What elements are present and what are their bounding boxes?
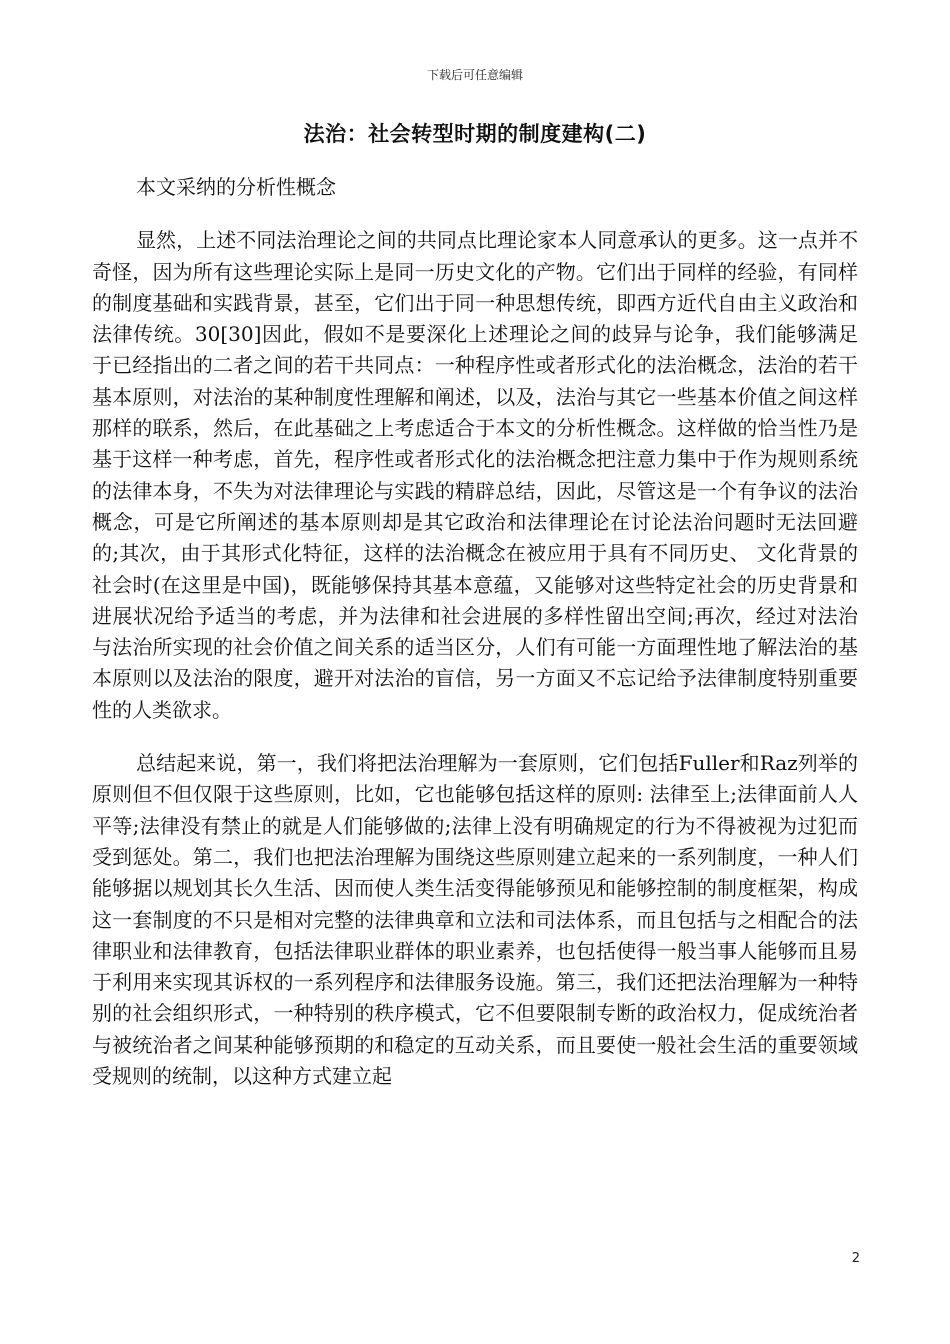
section-subheading: 本文采纳的分析性概念 bbox=[136, 175, 336, 199]
document-title: 法治：社会转型时期的制度建构(二) bbox=[303, 122, 647, 146]
document-body bbox=[92, 172, 858, 1114]
header-note: 下载后可任意编辑 bbox=[426, 68, 523, 82]
paragraph-1: 显然，上述不同法治理论之间的共同点比理论家本人同意承认的更多。这一点并不奇怪，因为所有这些理论实际上是同一历史文化的产物。它们出于同样的经验，有同样的制度基础和实践背景，甚至，它们出于同一种思想传统，即西方近代自由主义政治和法律传统。30[30]因此，假如不是要深化上述理论之间的歧异与论争，我们能够满足于已经指出的二者之间的若干共同点：一种程序性或者形式化的法治概念，法治的若干基本原则，对法治的某种制度性理解和阐述，以及，法治与其它一些基本价值之间这样那样的联系，然后，在此基础之上考虑适合于本文的分析性概念。这样做的恰当性乃是基于这样一种考虑，首先，程序性或者形式化的法治概念把注意力集中于作为规则系统的法律本身，不失为对法律理论与实践的精辟总结，因此，尽管这是一个有争议的法治概念，可是它所阐述的基本原则却是其它政治和法律理论在讨论法治问题时无法回避的;其次，由于其形式化特征，这样的法治概念在被应用于具有不同历史、 文化背景的社会时(在这里是中国)，既能够保持其基本意蕴，又能够对这些特定社会的历史背景和进展状况给予适当的考虑，并为法律和社会进展的多样性留出空间;再次，经过对法治与法治所实现的社会价值之间关系的适当区分，人们有可能一方面理性地了解法治的基本原则以及法治的限度，避开对法治的盲信，另一方面又不忘记给予法律制度特别重要性的人类欲求。 bbox=[92, 228, 858, 722]
paragraph-2: 总结起来说，第一，我们将把法治理解为一套原则，它们包括Fuller和Raz列举的原则但不但仅限于这些原则，比如，它也能够包括这样的原则: 法律至上;法律面前人人平等;法律没有禁止的就是人们能够做的;法律上没有明确规定的行为不得被视为过犯而受到惩处。第二，我们也把法治理解为围绕这些原则建立起来的一系列制度，一种人们能够据以规划其长久生活、因而使人类生活变得能够预见和能够控制的制度框架，构成这一套制度的不只是相对完整的法律典章和立法和司法体系，而且包括与之相配合的法律职业和法律教育，包括法律职业群体的职业素养，也包括使得一般当事人能够而且易于利用来实现其诉权的一系列程序和法律服务设施。第三，我们还把法治理解为一种特别的社会组织形式，一种特别的秩序模式，它不但要限制专断的政治权力，促成统治者与被统治者之间某种能够预期的和稳定的互动关系，而且要使一般社会生活的重要领域受规则的统制，以这种方式建立起 bbox=[92, 751, 858, 1089]
page-number: 2 bbox=[851, 1251, 860, 1266]
